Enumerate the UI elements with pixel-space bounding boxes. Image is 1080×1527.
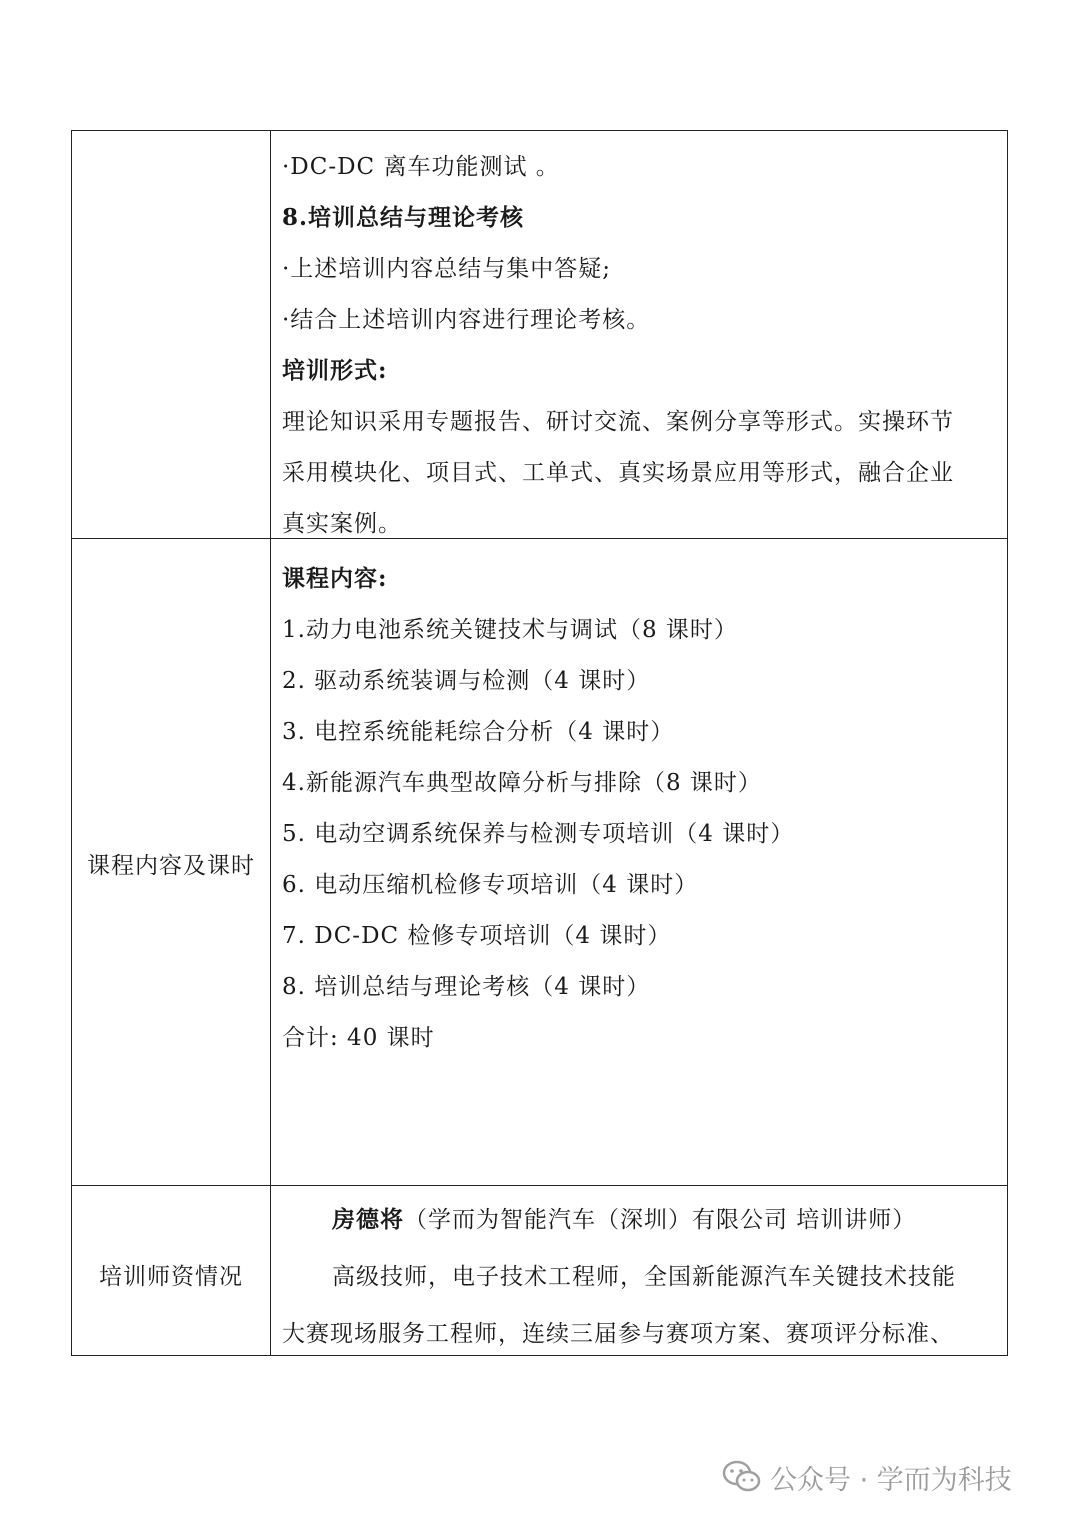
content-line: 采用模块化、项目式、工单式、真实场景应用等形式，融合企业 <box>282 460 954 486</box>
wechat-icon <box>722 1460 762 1494</box>
trainer-name: 房德将 <box>332 1206 404 1233</box>
course-item: 6. 电动压缩机检修专项培训（4 课时） <box>282 872 699 898</box>
course-item: 5. 电动空调系统保养与检测专项培训（4 课时） <box>282 821 795 847</box>
trainer-info <box>282 1185 1002 1357</box>
section-heading: 培训形式: <box>282 357 388 384</box>
trainer-bio-line: 大赛现场服务工程师，连续三届参与赛项方案、赛项评分标准、 <box>282 1321 954 1347</box>
training-table <box>71 130 1008 1356</box>
course-content-label: 课程内容及课时 <box>87 853 255 879</box>
course-item: 7. DC-DC 检修专项培训（4 课时） <box>282 923 672 949</box>
content-line: 真实案例。 <box>282 511 402 537</box>
section1-content <box>282 131 1002 538</box>
watermark-text: 公众号 · 学而为科技 <box>770 1464 1012 1496</box>
content-line: ·上述培训内容总结与集中答疑; <box>282 256 612 282</box>
course-item: 3. 电控系统能耗综合分析（4 课时） <box>282 719 675 745</box>
course-item: 1.动力电池系统关键技术与调试（8 课时） <box>282 617 738 643</box>
course-content <box>282 538 1002 1185</box>
trainer-title: （学而为智能汽车（深圳）有限公司 培训讲师） <box>404 1207 917 1233</box>
course-heading: 课程内容: <box>282 565 388 592</box>
trainer-bio-line: 高级技师，电子技术工程师，全国新能源汽车关键技术技能 <box>332 1264 956 1290</box>
content-line: 理论知识采用专题报告、研讨交流、案例分享等形式。实操环节 <box>282 409 954 435</box>
trainer-label: 培训师资情况 <box>99 1264 243 1290</box>
course-total: 合计: 40 课时 <box>282 1025 435 1051</box>
course-item: 8. 培训总结与理论考核（4 课时） <box>282 974 651 1000</box>
course-item: 4.新能源汽车典型故障分析与排除（8 课时） <box>282 770 762 796</box>
section-heading: 8.培训总结与理论考核 <box>282 204 525 231</box>
watermark <box>722 1455 1012 1499</box>
column-divider <box>270 131 271 1355</box>
course-item: 2. 驱动系统装调与检测（4 课时） <box>282 668 651 694</box>
content-line: ·结合上述培训内容进行理论考核。 <box>282 307 651 333</box>
content-line: ·DC-DC 离车功能测试 。 <box>282 154 560 180</box>
trainer-line <box>332 1201 916 1234</box>
